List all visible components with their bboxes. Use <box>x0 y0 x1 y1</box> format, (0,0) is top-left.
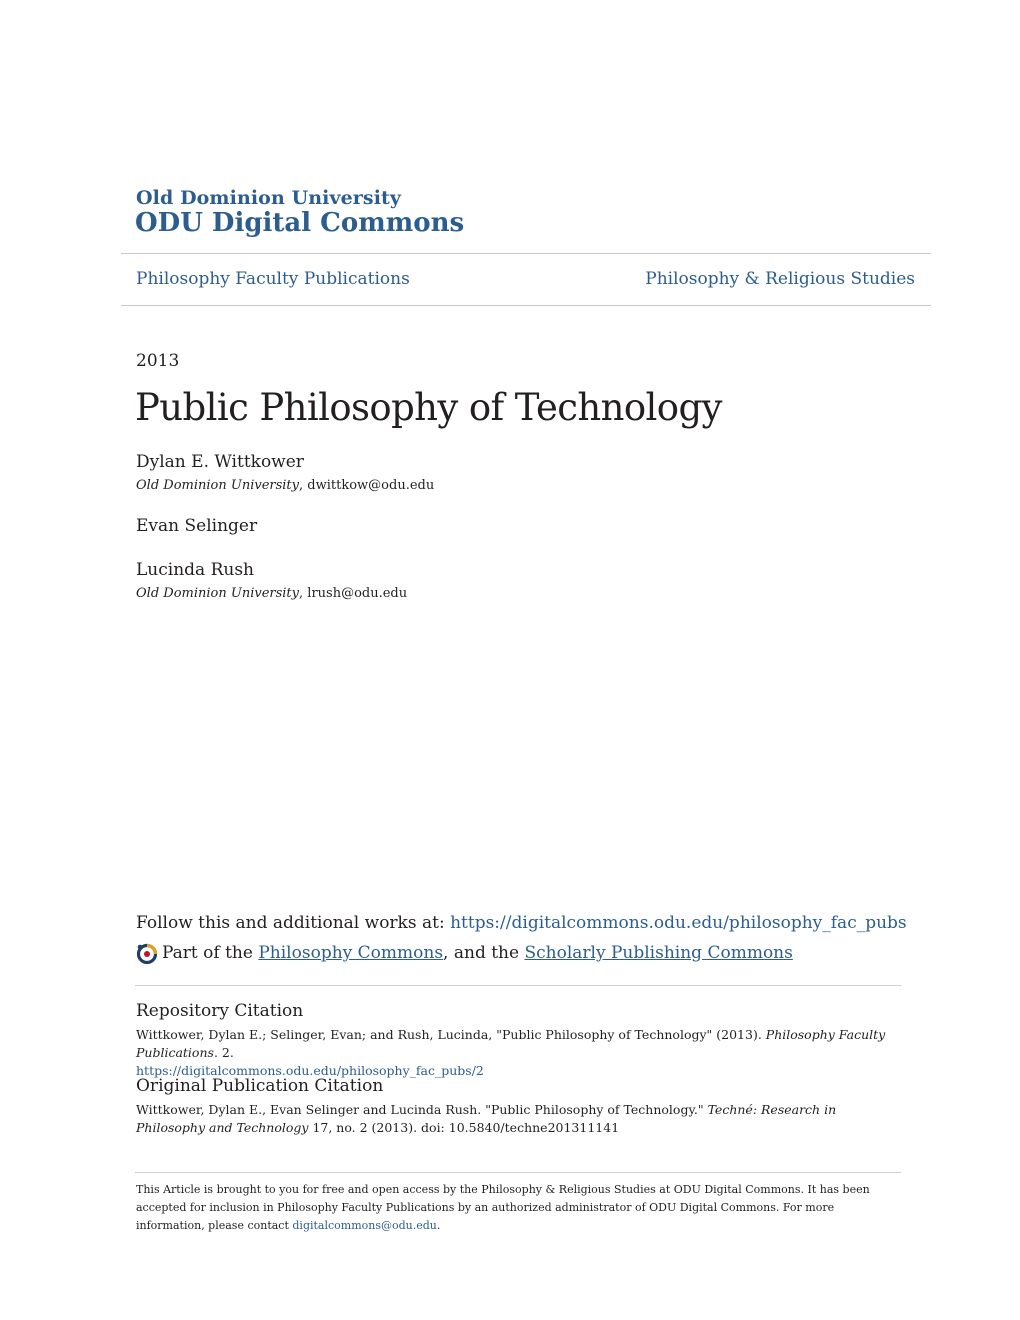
repository-citation-text <box>136 1026 896 1080</box>
notice-divider <box>135 1172 901 1173</box>
collection-url-link[interactable]: https://digitalcommons.odu.edu/philosophy_fac_pubs <box>450 913 907 933</box>
repository-citation-heading: Repository Citation <box>136 1001 304 1021</box>
notice-end: . <box>436 1219 441 1232</box>
affiliation-institution: Old Dominion University <box>136 586 300 601</box>
publication-year: 2013 <box>136 351 180 371</box>
repository-name[interactable]: ODU Digital Commons <box>135 208 465 238</box>
contact-email-link[interactable]: digitalcommons@odu.edu <box>292 1219 437 1232</box>
follow-line <box>136 913 907 933</box>
philosophy-commons-link[interactable]: Philosophy Commons <box>258 943 444 963</box>
header-divider-bottom <box>121 305 931 306</box>
access-notice <box>136 1181 876 1235</box>
part-prefix: Part of the <box>162 943 259 963</box>
citation-url-link[interactable]: https://digitalcommons.odu.edu/philosophy_fac_pubs/2 <box>136 1063 484 1078</box>
author-affiliation <box>136 478 434 493</box>
department-link[interactable]: Philosophy & Religious Studies <box>645 269 915 289</box>
citation-series: Philosophy Faculty Publications <box>136 1027 886 1060</box>
notice-text: This Article is brought to you for free and open access by the Philosophy & Religious Studies at ODU Digital Commons. It has been accepted for inclusion in Philosophy Faculty Publications by an authorized administrator of ODU Digital Commons. For more information, please contact <box>136 1183 870 1232</box>
network-commons-icon <box>136 943 158 965</box>
follow-prefix: Follow this and additional works at: <box>136 913 451 933</box>
institution-name[interactable]: Old Dominion University <box>136 187 402 209</box>
author-name: Evan Selinger <box>136 516 258 536</box>
affiliation-separator: , <box>299 478 308 493</box>
header-divider-top <box>121 253 931 254</box>
citation-body: Wittkower, Dylan E.; Selinger, Evan; and Rush, Lucinda, "Public Philosophy of Technology" (2013). <box>136 1027 766 1042</box>
author-name: Dylan E. Wittkower <box>136 452 304 472</box>
author-name: Lucinda Rush <box>136 560 254 580</box>
scholarly-publishing-commons-link[interactable]: Scholarly Publishing Commons <box>524 943 793 963</box>
paper-title: Public Philosophy of Technology <box>135 386 722 429</box>
original-citation-rest: 17, no. 2 (2013). doi: 10.5840/techne201311141 <box>308 1120 620 1135</box>
original-citation-body: Wittkower, Dylan E., Evan Selinger and Lucinda Rush. "Public Philosophy of Technology." <box>136 1102 708 1117</box>
author-email: lrush@odu.edu <box>307 586 408 601</box>
original-citation-journal: Techné: Research in Philosophy and Technology <box>136 1102 837 1135</box>
affiliation-separator: , <box>299 586 308 601</box>
author-affiliation <box>136 586 407 601</box>
part-joiner: , and the <box>443 943 525 963</box>
series-link[interactable]: Philosophy Faculty Publications <box>136 269 410 289</box>
original-citation-heading: Original Publication Citation <box>136 1076 384 1096</box>
author-email: dwittkow@odu.edu <box>307 478 435 493</box>
citation-divider <box>135 985 901 986</box>
part-of-line <box>136 943 793 963</box>
affiliation-institution: Old Dominion University <box>136 478 300 493</box>
citation-number: . 2. <box>213 1045 234 1060</box>
original-citation-text <box>136 1101 896 1137</box>
